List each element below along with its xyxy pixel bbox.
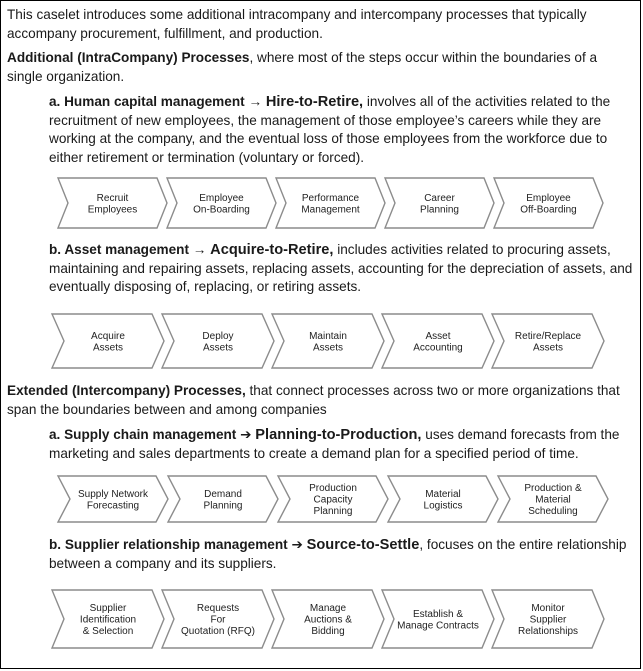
- hcm-step-5: [494, 178, 603, 228]
- srm-process-chain: [1, 589, 643, 651]
- srm-step-label: Bidding: [311, 626, 345, 637]
- srm-step-label: Auctions &: [304, 614, 352, 626]
- srm-step-label: Requests: [196, 603, 240, 614]
- srm-step-label: Quotation (RFQ): [181, 626, 255, 637]
- scm-arrow: ➔: [240, 427, 252, 442]
- scm-step-label: Material: [535, 494, 571, 506]
- scm-step-label: Logistics: [423, 500, 463, 512]
- hcm-step-2: [167, 178, 276, 228]
- asset-step-label: Accounting: [413, 342, 463, 354]
- scm-step-4: [388, 476, 498, 522]
- extended-paragraph: [7, 382, 631, 419]
- srm-step-label: Monitor: [531, 603, 565, 614]
- srm-step-label: Relationships: [517, 626, 579, 637]
- hcm-step-label: Planning: [420, 204, 459, 216]
- hcm-arrow: →: [248, 94, 263, 109]
- scm-text: uses demand forecasts from the marketing and sales departments to create a demand plan for a specified period of time.: [49, 427, 620, 461]
- intracompany-text: , where most of the steps occur within the boundaries of a single organization.: [7, 50, 598, 84]
- asset-step-label: Assets: [202, 342, 234, 354]
- asset-step-5: [492, 314, 604, 368]
- asset-step-1: [52, 314, 164, 368]
- scm-step-label: Planning: [203, 500, 243, 512]
- srm-arrow: ➔: [291, 537, 303, 552]
- asset-step-label: Asset: [425, 330, 451, 342]
- srm-step-1: [52, 590, 164, 648]
- hcm-step-3: [276, 178, 385, 228]
- scm-step-label: Supply Network: [77, 488, 149, 500]
- intracompany-paragraph: [7, 49, 631, 86]
- scm-step-label: Forecasting: [86, 500, 140, 512]
- scm-step-label: Planning: [313, 506, 353, 517]
- asset-process: Acquire-to-Retire,: [210, 242, 334, 258]
- extended-heading: Extended (Intercompany) Processes,: [7, 383, 246, 398]
- scm-paragraph: [49, 426, 635, 463]
- scm-step-3: [278, 476, 388, 522]
- hcm-step-label: Employees: [87, 204, 138, 216]
- srm-step-label: & Selection: [82, 626, 134, 637]
- scm-process-chain: [1, 475, 643, 525]
- asset-process-chain: [1, 313, 643, 371]
- srm-step-label: Identification: [79, 614, 137, 626]
- srm-step-label: Supplier: [529, 614, 567, 626]
- srm-step-5: [492, 590, 604, 648]
- asset-step-label: Assets: [312, 342, 344, 354]
- scm-step-5: [498, 476, 608, 522]
- srm-process: Source-to-Settle: [306, 537, 420, 553]
- scm-step-label: Production &: [524, 483, 582, 494]
- asset-label: b. Asset management: [49, 242, 190, 257]
- asset-step-label: Maintain: [309, 330, 347, 342]
- hcm-step-label: Management: [301, 204, 360, 216]
- srm-step-label: Supplier: [89, 603, 127, 614]
- asset-paragraph: [49, 241, 635, 297]
- scm-process: Planning-to-Production,: [255, 427, 422, 443]
- srm-step-label: Establish &: [412, 608, 464, 620]
- scm-step-label: Demand: [204, 488, 242, 500]
- scm-step-1: [58, 476, 168, 522]
- hcm-step-label: Recruit: [96, 192, 129, 204]
- srm-label: b. Supplier relationship management: [49, 537, 288, 552]
- hcm-process: Hire-to-Retire,: [265, 94, 364, 110]
- scm-step-label: Scheduling: [528, 506, 578, 517]
- intracompany-heading: Additional (IntraCompany) Processes: [7, 50, 250, 65]
- hcm-paragraph: [49, 93, 635, 167]
- asset-step-2: [162, 314, 274, 368]
- hcm-step-label: Employee: [526, 192, 571, 204]
- hcm-step-label: Career: [424, 192, 455, 204]
- scm-step-label: Production: [309, 483, 357, 494]
- hcm-step-label: Employee: [199, 192, 244, 204]
- asset-step-label: Assets: [532, 342, 564, 354]
- srm-step-label: Manage Contracts: [397, 620, 479, 632]
- hcm-step-4: [385, 178, 494, 228]
- scm-step-2: [168, 476, 278, 522]
- intro-paragraph: [7, 6, 631, 43]
- asset-step-3: [272, 314, 384, 368]
- asset-step-4: [382, 314, 494, 368]
- intro-text: This caselet introduces some additional intracompany and intercompany processes that typically accompany procurement, fulfillment, and production.: [7, 7, 587, 41]
- srm-step-label: For: [210, 614, 226, 626]
- scm-label: a. Supply chain management: [49, 427, 237, 442]
- hcm-text: involves all of the activities related to the recruitment of new employees, the management of those employee’s careers while they are working at the company, and the eventual loss of those employees from the workforce due to either retirement or termination (voluntary or forced).: [49, 94, 611, 165]
- scm-step-label: Capacity: [313, 494, 353, 506]
- srm-text: , focuses on the entire relationship between a company and its suppliers.: [49, 537, 627, 571]
- asset-step-label: Deploy: [202, 330, 234, 342]
- asset-arrow: →: [192, 242, 207, 257]
- srm-paragraph: [49, 536, 635, 573]
- asset-text: includes activities related to procuring assets, maintaining and repairing assets, replacing assets, accounting for the depreciation of assets, and eventually disposing of, replacing, or retiring assets.: [49, 242, 633, 294]
- asset-step-label: Acquire: [91, 330, 125, 342]
- asset-step-label: Assets: [92, 342, 124, 354]
- hcm-step-label: On-Boarding: [193, 204, 250, 216]
- srm-step-label: Manage: [309, 603, 347, 614]
- srm-step-2: [162, 590, 274, 648]
- scm-step-label: Material: [425, 488, 461, 500]
- hcm-step-label: Off-Boarding: [520, 204, 577, 216]
- extended-text: that connect processes across two or more organizations that span the boundaries between and among companies: [7, 383, 620, 417]
- hcm-label: a. Human capital management: [49, 94, 245, 109]
- hcm-step-1: [58, 178, 167, 228]
- srm-step-3: [272, 590, 384, 648]
- hcm-process-chain: [1, 177, 643, 231]
- srm-step-4: [382, 590, 494, 648]
- hcm-step-label: Performance: [301, 192, 360, 204]
- asset-step-label: Retire/Replace: [514, 330, 582, 342]
